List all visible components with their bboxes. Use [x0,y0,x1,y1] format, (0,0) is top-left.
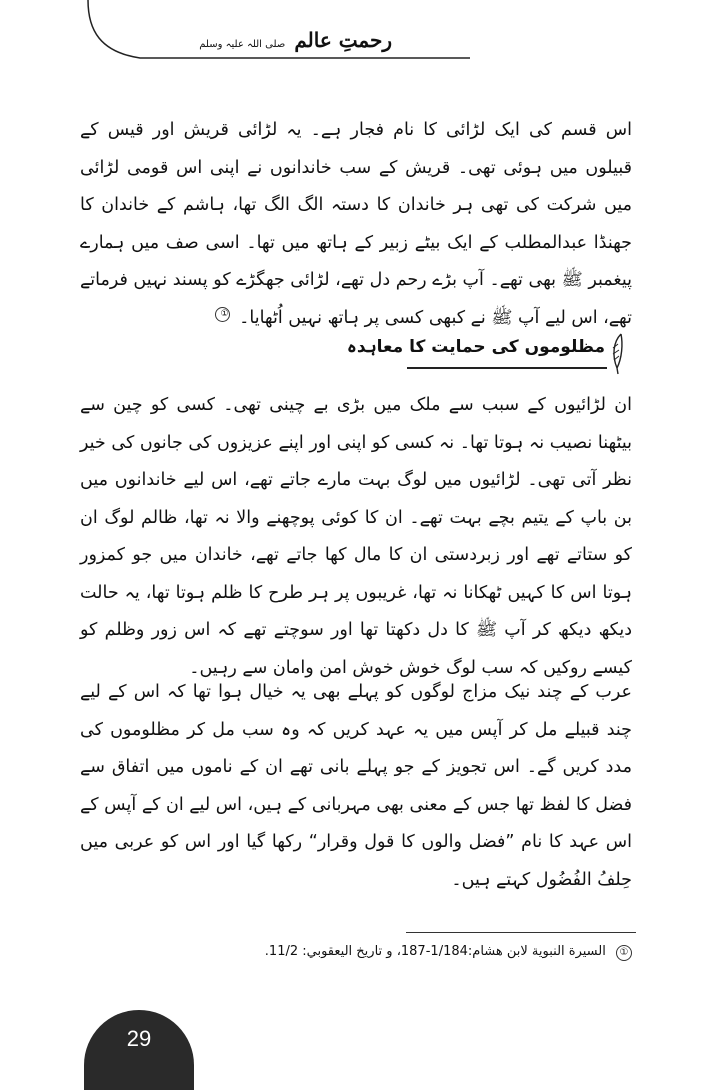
paragraph-text: ان لڑائیوں کے سبب سے ملک میں بڑی بے چینی تھی۔ کسی کو چین سے بیٹھنا نصیب نہ ہوتا تھا۔ نہ کسی کو اپنی اور اپنے عزیزوں کی جانوں کی خیر نظر آتی تھی۔ لڑائیوں میں لوگ بہت مارے جاتے تھے، اس لیے خاندانوں میں بن باپ کے یتیم بچے بہت تھے۔ ان کا کوئی پوچھنے والا نہ تھا، ظالم لوگ ان کو ستاتے تھے اور زبردستی ان کا مال کھا جاتے تھے، خاندان میں جو کمزور ہوتا اس کا کہیں ٹھکانا نہ تھا، غریبوں پر ہر طرح کا ظلم ہوتا تھا، یہ حالت دیکھ دیکھ کر آپ ﷺ کا دل دکھتا تھا اور سوچتے تھے کہ اس زور وظلم کو کیسے روکیں کہ سب لوگ خوش خوش امن وامان سے رہیں۔ [80,395,632,678]
paragraph-intro [80,112,632,337]
quill-icon [609,332,625,376]
running-header [192,28,392,62]
section-heading-text: مظلوموں کی حمایت کا معاہدہ [346,337,605,357]
section-heading [346,330,625,376]
footnote-number: ① [616,945,632,961]
footnote-divider [406,932,636,933]
footnote [80,944,632,961]
paragraph-text: اس قسم کی ایک لڑائی کا نام فجار ہے۔ یہ لڑائی قریش اور قیس کے قبیلوں میں ہوئی تھی۔ قریش کے سب خاندانوں نے اپنی اس قومی لڑائی میں شرکت کی تھی ہر خاندان کا دستہ الگ الگ تھا، ہاشم کے خاندان کا جھنڈا عبدالمطلب کے ایک بیٹے زبیر کے ہاتھ میں تھا۔ اسی صف میں ہمارے پیغمبر ﷺ بھی تھے۔ آپ بڑے رحم دل تھے، لڑائی جھگڑے کو پسند نہیں فرماتے تھے، اس لیے آپ ﷺ نے کبھی کسی پر ہاتھ نہیں اُٹھایا۔ [80,120,632,328]
paragraph-section-2 [80,674,632,899]
paragraph-text: عرب کے چند نیک مزاج لوگوں کو پہلے بھی یہ خیال ہوا تھا کہ اس کے لیے چند قبیلے مل کر آپس میں یہ عہد کریں کہ وہ سب مل کر مظلوموں کی مدد کریں گے۔ اس تجویز کے جو پہلے بانی تھے ان کے ناموں میں اتفاق سے فضل کا لفظ تھا جس کے معنی بھی مہربانی کے ہیں، اس لیے ان کے آپس کے اس عہد کا نام ”فضل والوں کا قول وقرار“ رکھا گیا اور اس کو عربی میں حِلفُ الفُضُول کہتے ہیں۔ [80,682,632,890]
book-title: رحمتِ عالم [294,28,392,52]
footnote-reference: ① [215,307,230,322]
paragraph-section-1 [80,387,632,687]
footnote-text: السيرة النبوية لابن هشام:1/184-187، و تاريخ اليعقوبي: 11/2. [264,944,606,959]
honorific: صلی اللہ علیہ وسلم [199,39,286,50]
section-heading-underline [407,367,607,369]
page-number: 29 [126,1026,152,1051]
